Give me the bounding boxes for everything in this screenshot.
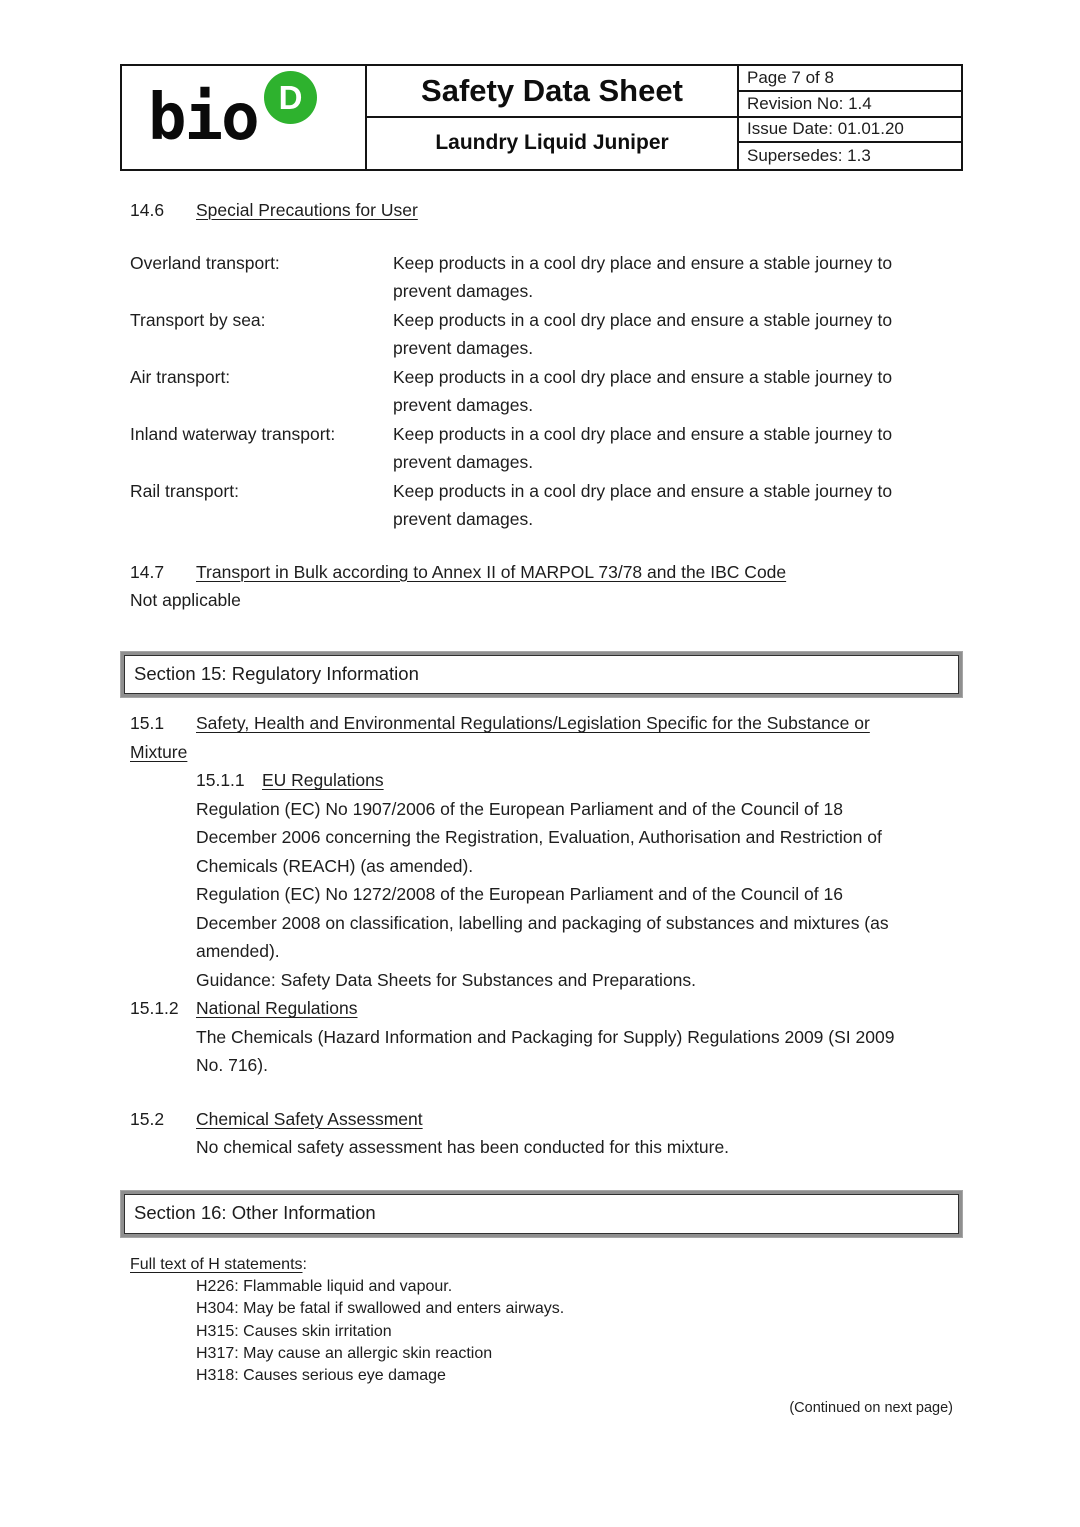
heading-number: 14.6	[130, 200, 165, 220]
heading-title: National Regulations	[196, 998, 358, 1019]
bio-d-logo: bio	[148, 81, 258, 155]
transport-label: Air transport:	[130, 366, 231, 387]
heading-number: 14.7	[130, 561, 165, 582]
section-16-banner	[120, 1190, 963, 1238]
heading-title-line2: Mixture	[130, 741, 188, 762]
h-statement: H318: Causes serious eye damage	[196, 1367, 446, 1385]
continued-note: (Continued on next page)	[789, 1400, 953, 1417]
product-name: Laundry Liquid Juniper	[435, 131, 669, 155]
not-applicable-text: Not applicable	[130, 590, 241, 610]
transport-precautions-list	[130, 249, 963, 534]
national-regulations-paragraph: The Chemicals (Hazard Information and Packaging for Supply) Regulations 2009 (SI 2009 No. 716).	[196, 1026, 895, 1076]
issue-date: Issue Date: 01.01.20	[739, 118, 961, 144]
heading-number: 15.1.1	[196, 770, 245, 791]
heading-title-line1: Safety, Health and Environmental Regulations/Legislation Specific for the Substance or	[196, 713, 870, 734]
heading-15-1	[130, 709, 963, 738]
h-statement: H304: May be fatal if swallowed and enters airways.	[196, 1300, 565, 1318]
heading-title: Chemical Safety Assessment	[196, 1108, 423, 1129]
h-statement: H226: Flammable liquid and vapour.	[196, 1277, 453, 1295]
heading-15-1-wrap	[130, 738, 963, 767]
transport-label: Inland waterway transport:	[130, 423, 336, 444]
guidance-paragraph: Guidance: Safety Data Sheets for Substances and Preparations.	[196, 969, 697, 990]
heading-15-1-1	[196, 766, 963, 795]
transport-value: Keep products in a cool dry place and ensure a stable journey to prevent damages.	[393, 366, 893, 415]
h-statement: H315: Causes skin irritation	[196, 1322, 392, 1340]
regulation-paragraph: Regulation (EC) No 1907/2006 of the European Parliament and of the Council of 18 December 2006 concerning the Registration, Evaluation, Authorisation and Restriction of Chemicals (REACH) (as amended).	[196, 798, 882, 876]
heading-title: Transport in Bulk according to Annex II of MARPOL 73/78 and the IBC Code	[196, 561, 787, 582]
h-statement: H317: May cause an allergic skin reaction	[196, 1344, 493, 1362]
h-statements-heading	[130, 1253, 963, 1276]
document-title: Safety Data Sheet	[367, 66, 737, 118]
section-15-banner-title: Section 15: Regulatory Information	[124, 655, 959, 695]
heading-14-6	[130, 196, 963, 225]
section-15-banner	[120, 651, 963, 699]
transport-value: Keep products in a cool dry place and ensure a stable journey to prevent damages.	[393, 423, 893, 472]
transport-row	[130, 363, 963, 420]
logo-d-badge-icon: D	[264, 71, 317, 124]
heading-15-1-2	[130, 994, 963, 1023]
heading-number: 15.2	[130, 1108, 165, 1129]
revision-number: Revision No: 1.4	[739, 92, 961, 118]
logo-cell	[122, 66, 367, 169]
header-table	[120, 64, 963, 171]
transport-value: Keep products in a cool dry place and ensure a stable journey to prevent damages.	[393, 252, 893, 301]
h-statements-heading-colon: :	[302, 1255, 307, 1273]
transport-label: Rail transport:	[130, 480, 239, 501]
heading-number: 15.1	[130, 713, 165, 734]
section-16-banner-title: Section 16: Other Information	[124, 1194, 959, 1234]
transport-value: Keep products in a cool dry place and ensure a stable journey to prevent damages.	[393, 309, 893, 358]
h-statements-heading-text: Full text of H statements	[130, 1255, 303, 1273]
chemical-safety-paragraph: No chemical safety assessment has been conducted for this mixture.	[196, 1137, 730, 1158]
transport-value: Keep products in a cool dry place and ensure a stable journey to prevent damages.	[393, 480, 893, 529]
document-body	[130, 196, 963, 1416]
transport-row	[130, 249, 963, 306]
heading-title: Special Precautions for User	[196, 200, 418, 220]
info-cell	[739, 66, 961, 169]
transport-row	[130, 420, 963, 477]
transport-row	[130, 306, 963, 363]
regulation-paragraph: Regulation (EC) No 1272/2008 of the European Parliament and of the Council of 16 December 2008 on classification, labelling and packaging of substances and mixtures (as amended).	[196, 884, 889, 962]
supersedes: Supersedes: 1.3	[747, 146, 871, 166]
title-cell	[367, 66, 739, 169]
heading-title: EU Regulations	[262, 770, 384, 791]
page-number: Page 7 of 8	[739, 66, 961, 92]
heading-number: 15.1.2	[130, 998, 179, 1019]
heading-14-7	[130, 558, 963, 587]
transport-label: Overland transport:	[130, 252, 280, 273]
transport-label: Transport by sea:	[130, 309, 266, 330]
transport-row	[130, 477, 963, 534]
heading-15-2	[130, 1105, 963, 1134]
